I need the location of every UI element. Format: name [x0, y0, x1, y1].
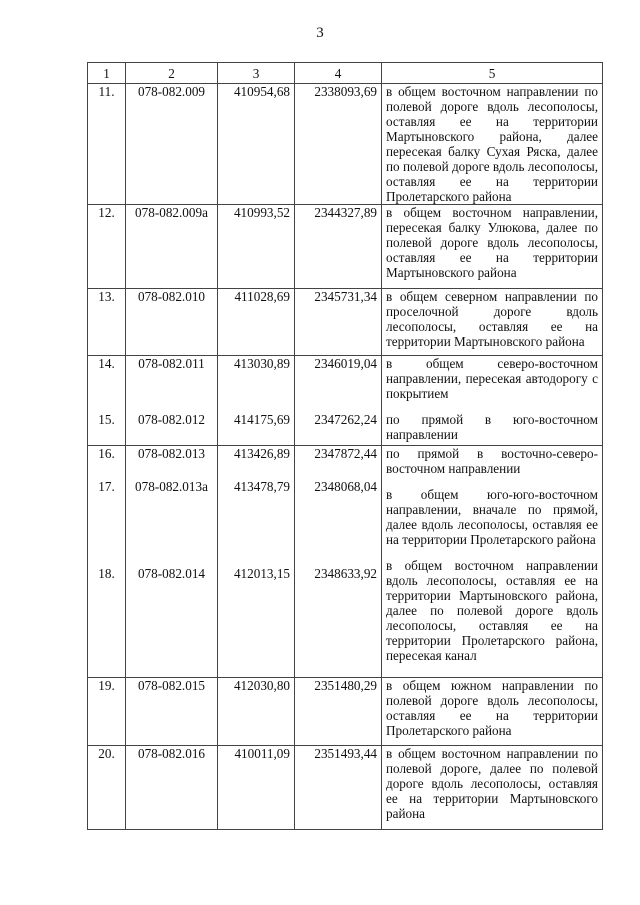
- table-row: [88, 84, 603, 205]
- point-code: 078-082.013: [137, 446, 206, 461]
- boundary-description: в общем восточном направлении вдоль лесополосы, оставляя ее на территории Мартыновского района, далее по полевой дороге вдоль лесополосы, оставляя ее на территории Пролетарского района, пересекая канал: [386, 558, 598, 663]
- boundary-description: по прямой в восточно-северо-восточном направлении: [386, 446, 598, 476]
- boundary-points-table: [87, 62, 603, 830]
- coordinate-x-group: [218, 446, 295, 678]
- point-code: 078-082.013а: [135, 479, 208, 494]
- boundary-description: в общем северо-восточном направлении, пересекая автодорогу с покрытием: [386, 356, 598, 401]
- coordinate-x: 414175,69: [233, 412, 290, 427]
- column-header-1: 1: [88, 63, 126, 84]
- boundary-description-group: [382, 356, 603, 446]
- coordinate-x: 410954,68: [218, 84, 295, 205]
- table-row: [88, 678, 603, 746]
- table-row: [88, 205, 603, 289]
- point-number: 17.: [98, 479, 115, 494]
- coordinate-x: 413478,79: [233, 479, 290, 494]
- coordinate-x: 410011,09: [218, 746, 295, 830]
- coordinate-y: 2345731,34: [295, 289, 382, 356]
- column-header-3: 3: [218, 63, 295, 84]
- coordinate-x: 410993,52: [218, 205, 295, 289]
- coordinate-y: 2348068,04: [314, 479, 377, 494]
- boundary-description: в общем восточном направлении, пересекая балку Улюкова, далее по полевой дороге вдоль лесополосы, оставляя ее на территории Мартыновского района: [382, 205, 603, 289]
- coordinate-y: 2347262,24: [314, 412, 377, 427]
- table-row: [88, 289, 603, 356]
- boundary-description: в общем южном направлении по полевой дороге вдоль лесополосы, оставляя ее на территории Пролетарского района: [382, 678, 603, 746]
- table-row: [88, 746, 603, 830]
- point-code: 078-082.009а: [126, 205, 218, 289]
- point-number: 16.: [98, 446, 115, 461]
- point-number: 19.: [88, 678, 126, 746]
- boundary-description-group: [382, 446, 603, 678]
- point-number: 14.: [98, 356, 115, 371]
- coordinate-y: 2338093,69: [295, 84, 382, 205]
- coordinate-y: 2348633,92: [314, 566, 377, 581]
- point-number: 20.: [88, 746, 126, 830]
- column-header-2: 2: [126, 63, 218, 84]
- coordinate-x: 413426,89: [233, 446, 290, 461]
- table-row-group: [88, 356, 603, 446]
- coordinate-y: 2344327,89: [295, 205, 382, 289]
- point-number: 13.: [88, 289, 126, 356]
- boundary-description: в общем северном направлении по проселочной дороге вдоль лесополосы, оставляя ее на территории Мартыновского района: [382, 289, 603, 356]
- boundary-description: по прямой в юго-восточном направлении: [386, 412, 598, 442]
- point-code: 078-082.014: [137, 566, 206, 581]
- boundary-description: в общем восточном направлении по полевой дороге вдоль лесополосы, оставляя ее на территории Мартыновского района, далее пересекая балку Сухая Ряска, далее по полевой дороге вдоль лесополосы, оставляя ее на территории Пролетарского района: [382, 84, 603, 205]
- point-code: 078-082.012: [137, 412, 206, 427]
- coordinate-y: 2346019,04: [314, 356, 377, 371]
- point-code: 078-082.010: [126, 289, 218, 356]
- table-header-row: [88, 63, 603, 84]
- table-row-group: [88, 446, 603, 678]
- coordinate-y-group: [295, 446, 382, 678]
- point-code: 078-082.015: [126, 678, 218, 746]
- coordinate-y: 2347872,44: [314, 446, 377, 461]
- point-number: 18.: [98, 566, 115, 581]
- point-code: 078-082.016: [126, 746, 218, 830]
- coordinate-x: 411028,69: [218, 289, 295, 356]
- point-code-group: [126, 446, 218, 678]
- point-number: 15.: [98, 412, 115, 427]
- page-number: 3: [316, 25, 324, 41]
- point-code-group: [126, 356, 218, 446]
- coordinate-y: 2351480,29: [295, 678, 382, 746]
- point-code: 078-082.009: [126, 84, 218, 205]
- column-header-4: 4: [295, 63, 382, 84]
- coordinate-y-group: [295, 356, 382, 446]
- point-number-group: [88, 356, 126, 446]
- point-code: 078-082.011: [138, 356, 205, 371]
- point-number-group: [88, 446, 126, 678]
- point-number: 11.: [88, 84, 126, 205]
- coordinate-x: 413030,89: [233, 356, 290, 371]
- point-number: 12.: [88, 205, 126, 289]
- coordinate-x: 412013,15: [233, 566, 290, 581]
- coordinate-x: 412030,80: [218, 678, 295, 746]
- boundary-description: в общем восточном направлении по полевой дороге, далее по полевой дороге вдоль лесополосы, оставляя ее на территории Мартыновского района: [382, 746, 603, 830]
- column-header-5: 5: [382, 63, 603, 84]
- boundary-description: в общем юго-юго-восточном направлении, вначале по прямой, далее вдоль лесополосы, оставляя ее на территории Пролетарского района: [386, 487, 598, 547]
- coordinate-x-group: [218, 356, 295, 446]
- coordinate-y: 2351493,44: [295, 746, 382, 830]
